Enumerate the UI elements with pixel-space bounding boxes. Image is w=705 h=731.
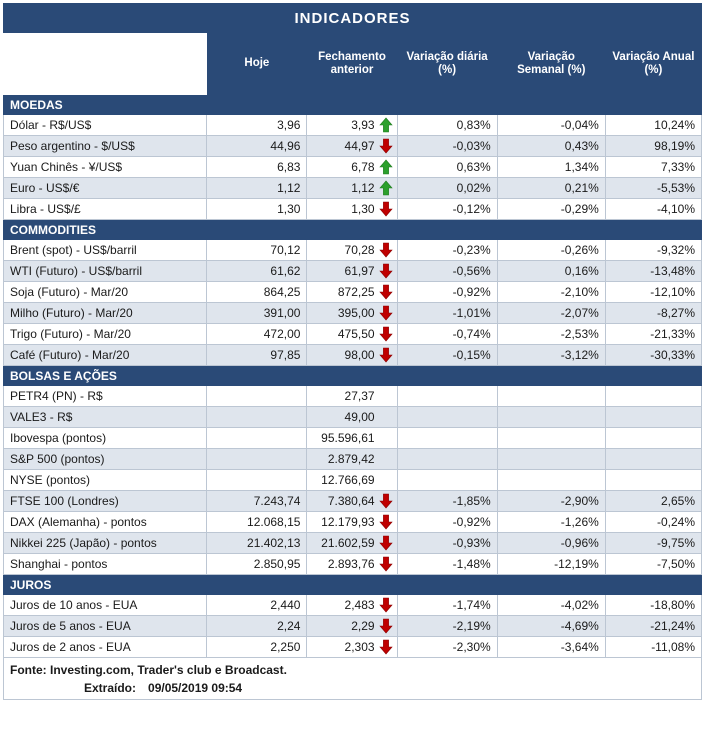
- row-label: FTSE 100 (Londres): [4, 491, 207, 512]
- cell-variacao-anual: -18,80%: [605, 595, 701, 616]
- arrow-down-icon: [379, 597, 393, 613]
- cell-variacao-anual: -11,08%: [605, 637, 701, 658]
- section-title: MOEDAS: [4, 95, 702, 115]
- table-row: [4, 407, 702, 428]
- section-header-row: [4, 575, 702, 595]
- cell-fechamento-anterior: 12.766,69: [307, 470, 397, 491]
- cell-fechamento-anterior: 2,29: [307, 616, 397, 637]
- row-label: Milho (Futuro) - Mar/20: [4, 303, 207, 324]
- cell-variacao-semanal: -2,53%: [497, 324, 605, 345]
- cell-hoje: 70,12: [207, 240, 307, 261]
- cell-variacao-anual: -13,48%: [605, 261, 701, 282]
- arrow-down-icon: [379, 535, 393, 551]
- cell-fechamento-anterior: 1,12: [307, 178, 397, 199]
- cell-variacao-diaria: -1,48%: [397, 554, 497, 575]
- cell-hoje: 7.243,74: [207, 491, 307, 512]
- row-label: VALE3 - R$: [4, 407, 207, 428]
- cell-variacao-diaria: -0,56%: [397, 261, 497, 282]
- row-label: PETR4 (PN) - R$: [4, 386, 207, 407]
- cell-variacao-diaria: -0,03%: [397, 136, 497, 157]
- cell-variacao-anual: -0,24%: [605, 512, 701, 533]
- section-header-row: [4, 366, 702, 386]
- cell-hoje: [207, 428, 307, 449]
- cell-variacao-anual: -4,10%: [605, 199, 701, 220]
- cell-fechamento-anterior: 27,37: [307, 386, 397, 407]
- cell-fechamento-anterior: 6,78: [307, 157, 397, 178]
- cell-fechamento-anterior: 12.179,93: [307, 512, 397, 533]
- cell-variacao-semanal: -0,26%: [497, 240, 605, 261]
- row-label: S&P 500 (pontos): [4, 449, 207, 470]
- cell-fechamento-anterior: 7.380,64: [307, 491, 397, 512]
- cell-variacao-diaria: -2,30%: [397, 637, 497, 658]
- row-label: NYSE (pontos): [4, 470, 207, 491]
- cell-variacao-semanal: [497, 449, 605, 470]
- cell-hoje: 44,96: [207, 136, 307, 157]
- cell-variacao-semanal: -3,64%: [497, 637, 605, 658]
- cell-variacao-diaria: -0,15%: [397, 345, 497, 366]
- cell-variacao-anual: -30,33%: [605, 345, 701, 366]
- cell-hoje: [207, 449, 307, 470]
- cell-variacao-semanal: -4,02%: [497, 595, 605, 616]
- row-label: Soja (Futuro) - Mar/20: [4, 282, 207, 303]
- section-title: BOLSAS E AÇÕES: [4, 366, 702, 386]
- cell-variacao-semanal: 0,43%: [497, 136, 605, 157]
- footer-extracted-label: Extraído:: [84, 681, 137, 695]
- arrow-down-icon: [379, 639, 393, 655]
- cell-hoje: 391,00: [207, 303, 307, 324]
- row-label: Shanghai - pontos: [4, 554, 207, 575]
- cell-variacao-semanal: 0,21%: [497, 178, 605, 199]
- cell-hoje: 2,440: [207, 595, 307, 616]
- table-row: [4, 240, 702, 261]
- table-row: [4, 115, 702, 136]
- cell-variacao-diaria: -1,74%: [397, 595, 497, 616]
- cell-fechamento-anterior: 61,97: [307, 261, 397, 282]
- cell-hoje: 6,83: [207, 157, 307, 178]
- cell-fechamento-anterior: 1,30: [307, 199, 397, 220]
- cell-variacao-anual: 2,65%: [605, 491, 701, 512]
- cell-variacao-anual: -12,10%: [605, 282, 701, 303]
- cell-variacao-diaria: -0,12%: [397, 199, 497, 220]
- cell-fechamento-anterior: 21.602,59: [307, 533, 397, 554]
- cell-variacao-anual: -7,50%: [605, 554, 701, 575]
- cell-variacao-semanal: -2,07%: [497, 303, 605, 324]
- table-row: [4, 616, 702, 637]
- row-label: Brent (spot) - US$/barril: [4, 240, 207, 261]
- cell-variacao-anual: [605, 386, 701, 407]
- cell-variacao-semanal: [497, 428, 605, 449]
- column-header-variacao-diaria: Variação diária (%): [397, 34, 497, 95]
- cell-hoje: 1,30: [207, 199, 307, 220]
- cell-fechamento-anterior: 475,50: [307, 324, 397, 345]
- footer: [3, 658, 702, 700]
- cell-fechamento-anterior: 49,00: [307, 407, 397, 428]
- column-header-variacao-anual: Variação Anual (%): [605, 34, 701, 95]
- cell-fechamento-anterior: 2.893,76: [307, 554, 397, 575]
- arrow-down-icon: [379, 493, 393, 509]
- row-label: Dólar - R$/US$: [4, 115, 207, 136]
- footer-extracted: [10, 679, 695, 697]
- cell-hoje: [207, 407, 307, 428]
- cell-variacao-anual: [605, 449, 701, 470]
- row-label: DAX (Alemanha) - pontos: [4, 512, 207, 533]
- cell-fechamento-anterior: 2,483: [307, 595, 397, 616]
- table-row: [4, 178, 702, 199]
- cell-variacao-diaria: [397, 470, 497, 491]
- table-row: [4, 157, 702, 178]
- table-row: [4, 261, 702, 282]
- cell-variacao-semanal: -2,10%: [497, 282, 605, 303]
- arrow-down-icon: [379, 514, 393, 530]
- cell-variacao-diaria: -0,93%: [397, 533, 497, 554]
- cell-variacao-diaria: [397, 407, 497, 428]
- table-row: [4, 282, 702, 303]
- cell-hoje: 2.850,95: [207, 554, 307, 575]
- cell-variacao-diaria: 0,83%: [397, 115, 497, 136]
- section-header-row: [4, 95, 702, 115]
- table-body: [4, 95, 702, 658]
- row-label: Peso argentino - $/US$: [4, 136, 207, 157]
- cell-variacao-diaria: -2,19%: [397, 616, 497, 637]
- arrow-down-icon: [379, 201, 393, 217]
- arrow-down-icon: [379, 305, 393, 321]
- cell-fechamento-anterior: 70,28: [307, 240, 397, 261]
- cell-fechamento-anterior: 395,00: [307, 303, 397, 324]
- row-label: Café (Futuro) - Mar/20: [4, 345, 207, 366]
- cell-fechamento-anterior: 44,97: [307, 136, 397, 157]
- cell-variacao-semanal: -0,29%: [497, 199, 605, 220]
- table-header-row: [4, 34, 702, 95]
- cell-hoje: 1,12: [207, 178, 307, 199]
- cell-variacao-anual: -8,27%: [605, 303, 701, 324]
- cell-variacao-anual: 7,33%: [605, 157, 701, 178]
- cell-variacao-semanal: [497, 386, 605, 407]
- cell-variacao-diaria: [397, 386, 497, 407]
- cell-variacao-diaria: -1,01%: [397, 303, 497, 324]
- row-label: Ibovespa (pontos): [4, 428, 207, 449]
- section-title: JUROS: [4, 575, 702, 595]
- arrow-down-icon: [379, 242, 393, 258]
- cell-variacao-semanal: -0,04%: [497, 115, 605, 136]
- arrow-down-icon: [379, 138, 393, 154]
- table-row: [4, 324, 702, 345]
- row-label: Euro - US$/€: [4, 178, 207, 199]
- cell-variacao-semanal: 1,34%: [497, 157, 605, 178]
- row-label: WTI (Futuro) - US$/barril: [4, 261, 207, 282]
- cell-variacao-semanal: -2,90%: [497, 491, 605, 512]
- row-label: Juros de 2 anos - EUA: [4, 637, 207, 658]
- cell-variacao-anual: -9,32%: [605, 240, 701, 261]
- cell-variacao-diaria: -0,92%: [397, 282, 497, 303]
- arrow-down-icon: [379, 556, 393, 572]
- cell-variacao-semanal: -1,26%: [497, 512, 605, 533]
- cell-variacao-diaria: 0,63%: [397, 157, 497, 178]
- cell-fechamento-anterior: 2,303: [307, 637, 397, 658]
- arrow-down-icon: [379, 284, 393, 300]
- cell-variacao-diaria: -0,23%: [397, 240, 497, 261]
- row-label: Yuan Chinês - ¥/US$: [4, 157, 207, 178]
- footer-extracted-value: 09/05/2019 09:54: [148, 681, 243, 695]
- table-row: [4, 512, 702, 533]
- row-label: Libra - US$/£: [4, 199, 207, 220]
- table-row: [4, 428, 702, 449]
- table-row: [4, 449, 702, 470]
- table-row: [4, 303, 702, 324]
- cell-variacao-anual: [605, 407, 701, 428]
- table-row: [4, 533, 702, 554]
- cell-variacao-anual: -5,53%: [605, 178, 701, 199]
- cell-hoje: 2,24: [207, 616, 307, 637]
- table-row: [4, 345, 702, 366]
- cell-variacao-semanal: -4,69%: [497, 616, 605, 637]
- cell-variacao-semanal: -3,12%: [497, 345, 605, 366]
- table-row: [4, 554, 702, 575]
- table-row: [4, 637, 702, 658]
- cell-fechamento-anterior: 3,93: [307, 115, 397, 136]
- cell-variacao-semanal: -12,19%: [497, 554, 605, 575]
- cell-variacao-anual: -21,33%: [605, 324, 701, 345]
- cell-hoje: 472,00: [207, 324, 307, 345]
- cell-variacao-semanal: -0,96%: [497, 533, 605, 554]
- table-row: [4, 136, 702, 157]
- page-title: INDICADORES: [3, 3, 702, 33]
- cell-hoje: 21.402,13: [207, 533, 307, 554]
- cell-variacao-diaria: -0,74%: [397, 324, 497, 345]
- cell-hoje: [207, 470, 307, 491]
- table-row: [4, 386, 702, 407]
- cell-hoje: [207, 386, 307, 407]
- cell-variacao-diaria: -1,85%: [397, 491, 497, 512]
- section-title: COMMODITIES: [4, 220, 702, 240]
- cell-variacao-anual: -9,75%: [605, 533, 701, 554]
- indicators-table: [3, 33, 702, 658]
- cell-hoje: 12.068,15: [207, 512, 307, 533]
- arrow-down-icon: [379, 326, 393, 342]
- footer-source: Fonte: Investing.com, Trader's club e Broadcast.: [10, 663, 287, 677]
- table-row: [4, 595, 702, 616]
- cell-fechamento-anterior: 2.879,42: [307, 449, 397, 470]
- cell-hoje: 3,96: [207, 115, 307, 136]
- table-row: [4, 470, 702, 491]
- cell-variacao-semanal: [497, 407, 605, 428]
- table-row: [4, 199, 702, 220]
- cell-variacao-semanal: 0,16%: [497, 261, 605, 282]
- column-header-variacao-semanal: Variação Semanal (%): [497, 34, 605, 95]
- arrow-up-icon: [379, 180, 393, 196]
- cell-variacao-semanal: [497, 470, 605, 491]
- cell-variacao-anual: [605, 470, 701, 491]
- row-label: Juros de 5 anos - EUA: [4, 616, 207, 637]
- cell-variacao-anual: [605, 428, 701, 449]
- cell-fechamento-anterior: 872,25: [307, 282, 397, 303]
- cell-variacao-anual: -21,24%: [605, 616, 701, 637]
- cell-variacao-diaria: [397, 428, 497, 449]
- indicators-sheet: [0, 3, 705, 731]
- arrow-down-icon: [379, 618, 393, 634]
- cell-hoje: 97,85: [207, 345, 307, 366]
- row-label: Trigo (Futuro) - Mar/20: [4, 324, 207, 345]
- row-label: Juros de 10 anos - EUA: [4, 595, 207, 616]
- section-header-row: [4, 220, 702, 240]
- cell-hoje: 61,62: [207, 261, 307, 282]
- cell-variacao-diaria: [397, 449, 497, 470]
- cell-fechamento-anterior: 98,00: [307, 345, 397, 366]
- cell-variacao-diaria: 0,02%: [397, 178, 497, 199]
- cell-fechamento-anterior: 95.596,61: [307, 428, 397, 449]
- column-header-blank: [4, 34, 207, 95]
- cell-variacao-anual: 98,19%: [605, 136, 701, 157]
- arrow-up-icon: [379, 159, 393, 175]
- arrow-down-icon: [379, 263, 393, 279]
- cell-hoje: 864,25: [207, 282, 307, 303]
- cell-variacao-diaria: -0,92%: [397, 512, 497, 533]
- row-label: Nikkei 225 (Japão) - pontos: [4, 533, 207, 554]
- cell-hoje: 2,250: [207, 637, 307, 658]
- arrow-down-icon: [379, 347, 393, 363]
- arrow-up-icon: [379, 117, 393, 133]
- column-header-hoje: Hoje: [207, 34, 307, 95]
- table-row: [4, 491, 702, 512]
- column-header-fechamento-anterior: Fechamento anterior: [307, 34, 397, 95]
- cell-variacao-anual: 10,24%: [605, 115, 701, 136]
